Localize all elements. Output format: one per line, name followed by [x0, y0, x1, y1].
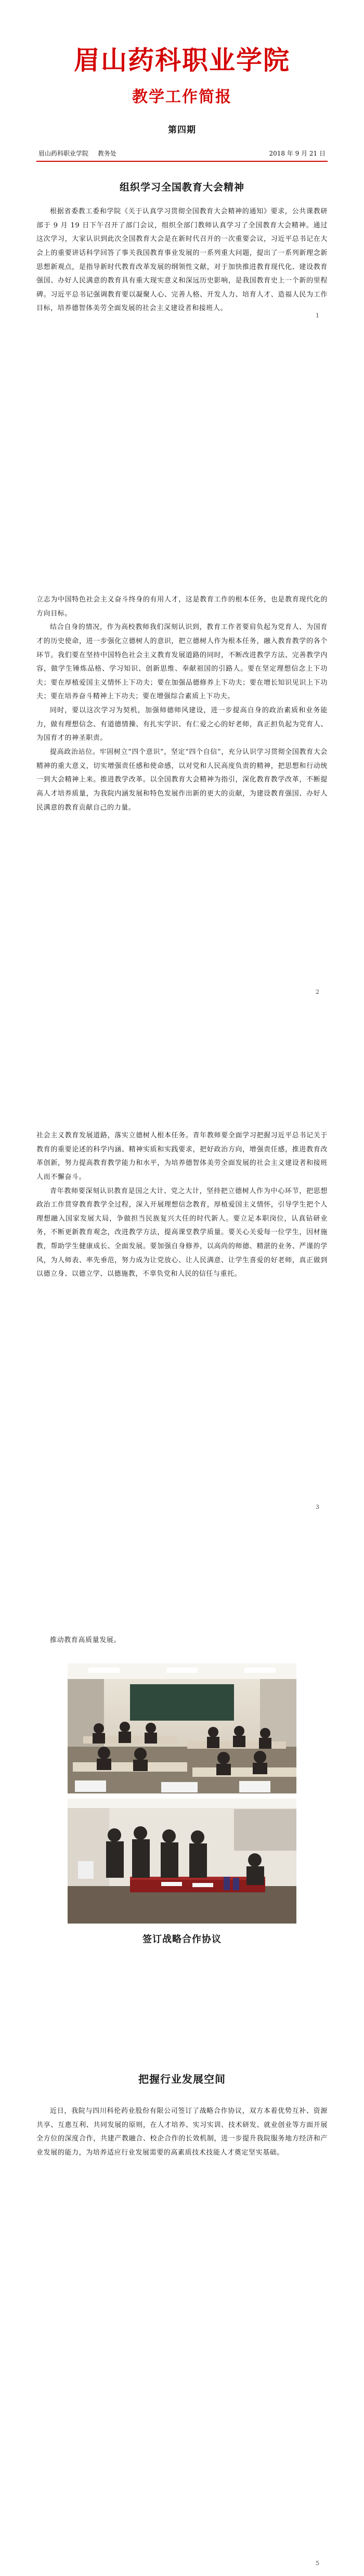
signing-photo-illustration	[68, 1799, 296, 1924]
page-number: 5	[316, 2560, 319, 2567]
page-number: 3	[316, 1504, 319, 1510]
page-number: 1	[316, 312, 319, 319]
page-3	[36, 1087, 328, 1556]
article-body	[36, 205, 328, 316]
publish-date: 2018 年 9 月 21 日	[269, 150, 326, 157]
photo-caption: 签订战略合作协议	[142, 1933, 222, 1945]
brief-title: 教学工作简报	[132, 88, 232, 106]
article-title: 组织学习全国教育大会精神	[119, 182, 244, 193]
article-title: 把握行业发展空间	[138, 2073, 226, 2085]
paragraph: 近日，我院与四川科伦药业股份有限公司签订了战略合作协议，双方本着优势互补、资源共享、互惠互利、共同发展的原则，在人才培养、实习实训、技术研发、就业创业等方面开展全方位的深度合作，共建产教融合、校企合作的长效机制，进一步提升我院服务地方经济和产业发展的能力，为培养适应行业发展需要的高素质技术技能人才奠定坚实基础。	[36, 2107, 328, 2157]
header-divider	[36, 161, 328, 162]
page-number: 2	[316, 989, 319, 995]
school-name-masthead: 眉山药科职业学院	[74, 45, 290, 75]
publisher: 眉山药科职业学院	[38, 150, 89, 157]
department: 教务处	[97, 150, 116, 157]
page-1	[36, 0, 328, 479]
page-4	[36, 1613, 328, 1956]
publisher-info	[38, 149, 124, 158]
article-body	[36, 1634, 328, 1648]
article-body	[36, 593, 328, 815]
photo-agreement-signing	[68, 1799, 296, 1924]
paragraph: 根据省委教工委和学院《关于认真学习贯彻全国教育大会精神的通知》要求，公共课教研部于 9 月 19 日下午召开了部门会议，组织全部门教师认真学习了全国教育大会精神。通过这次学习，大家认识到此次全国教育大会是在新时代召开的一次重要会议，习近平总书记在大会上的重要讲话科学回答了事关我国教育事业发展的一系列重大问题，提出了一系列新理念新思想新观点，是指导新时代教育改革发展的纲领性文献，对于加快推进教育现代化、建设教育强国、办好人民满意的教育具有重大现实意义和深远历史影响，是我国教育史上一个新的里程碑。习近平总书记强调教育要以凝聚人心、完善人格、开发人力、培育人才、造福人民为工作目标，培养德智体美劳全面发展的社会主义建设者和接班人。	[36, 208, 328, 313]
page-5	[36, 2019, 328, 2570]
article-body	[36, 2105, 328, 2160]
publication-meta	[36, 149, 328, 158]
page-2	[36, 562, 328, 1020]
paragraph: 推动教育高质量发展。	[50, 1636, 121, 1644]
paragraph: 立志为中国特色社会主义奋斗终身的有用人才，这是教育工作的根本任务，也是教育现代化的方向目标。	[36, 596, 328, 618]
paragraph: 社会主义教育发展道路，落实立德树人根本任务。青年教师要全面学习把握习近平总书记关于教育的重要论述的科学内涵、精神实质和实践要求，把好政治方向，增强责任感，推进教育改革创新，努力提高教育教学能力和水平，为培养德智体美劳全面发展的社会主义建设者和接班人而不懈奋斗。	[36, 1132, 328, 1181]
paragraph: 结合自身的情况，作为高校教师我们深刻认识到，教育工作者要肩负起为党育人、为国育才的历史使命，进一步强化立德树人的意识，把立德树人作为根本任务，融入教育教学的各个环节。我们要在坚持中国特色社会主义教育发展道路的同时，不断改进教学方法、完善教学内容，做学生锤炼品格、学习知识、创新思维、奉献祖国的引路人。要在坚定理想信念上下功夫；要在厚植爱国主义情怀上下功夫；要在加强品德修养上下功夫；要在增长知识见识上下功夫；要在培养奋斗精神上下功夫；要在增强综合素质上下功夫。	[36, 623, 328, 701]
paragraph: 同时，要以这次学习为契机，加强师德师风建设，进一步提高自身的政治素质和业务能力，做有理想信念、有道德情操、有扎实学识、有仁爱之心的好老师，真正担负起为党育人、为国育才的神圣职责。	[36, 707, 328, 742]
photo-classroom-study-session	[68, 1663, 296, 1793]
classroom-photo-illustration	[68, 1663, 296, 1793]
issue-number: 第四期	[168, 125, 196, 135]
article-body	[36, 1129, 328, 1281]
paragraph: 青年教师要深刻认识教育是国之大计、党之大计，坚持把立德树人作为中心环节，把思想政治工作贯穿教育教学全过程，深入开展理想信念教育，厚植爱国主义情怀，引导学生把个人理想融入国家发展大局，争做担当民族复兴大任的时代新人。要立足本职岗位，认真钻研业务，不断更新教育观念，改进教学方法，提高课堂教学质量。要关心关爱每一位学生，因材施教，帮助学生健康成长、全面发展。要加强自身修养，以高尚的师德、精湛的业务、严谨的学风，为人师表、率先垂范，努力成为让党放心、让人民满意、让学生喜爱的好老师，真正做到以德立身、以德立学、以德施教，不辜负党和人民的信任与重托。	[36, 1187, 328, 1278]
paragraph: 提高政治站位。牢固树立“四个意识”，坚定“四个自信”，充分认识学习贯彻全国教育大会精神的重大意义，切实增强责任感和使命感，以对党和人民高度负责的精神，把思想和行动统一到大会精神上来。推进教学改革。以全国教育大会精神为指引，深化教育教学改革，不断提高人才培养质量，为我院内涵发展和特色发展作出新的更大的贡献，为建设教育强国、办好人民满意的教育贡献自己的力量。	[36, 748, 328, 812]
